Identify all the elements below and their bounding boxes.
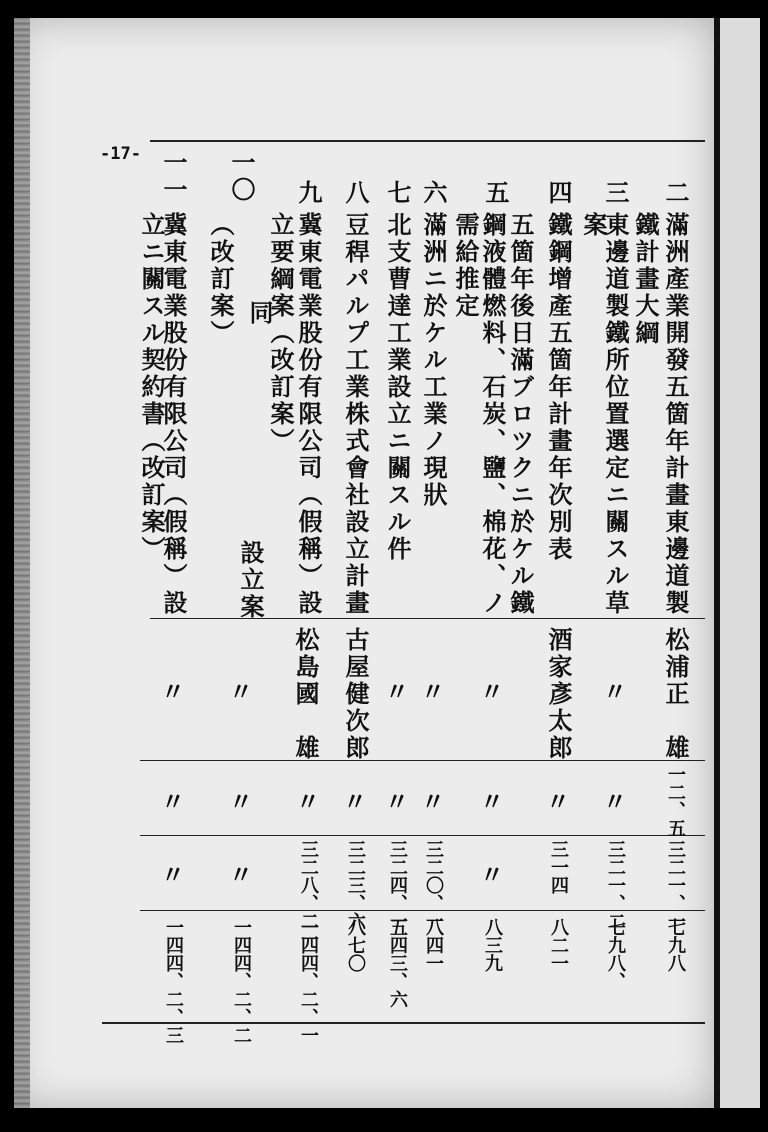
entry-page-3: 五四三、六 — [387, 918, 408, 1008]
entry-page-3: 八二一 — [548, 918, 569, 972]
entry-title: 五箇年後日滿ブロツクニ於ケル鐵 — [506, 212, 535, 617]
entry-page-3: 一四四、二、三 — [163, 918, 184, 1044]
entry-number: 四 — [544, 180, 573, 207]
entry-title-cont: 案 — [579, 212, 608, 239]
entry-title: 北支曹達工業設立ニ關スル件 — [383, 212, 412, 563]
entry-number: 一一 — [159, 150, 188, 204]
ditto-page-1: 〃 — [546, 787, 570, 816]
ditto-author: 〃 — [480, 677, 504, 706]
entry-page-2: 三二四、一 — [387, 840, 408, 930]
entry-page-1: 一二、五 — [665, 765, 686, 837]
entry-author: 古屋健次郎 — [341, 627, 370, 762]
ditto-author: 〃 — [603, 677, 627, 706]
entry-page-3: 七九八 — [665, 918, 686, 972]
next-page-edge — [714, 18, 760, 1108]
entry-page-2: 三二一、一 — [665, 840, 686, 930]
rule-p1 — [140, 760, 705, 761]
entry-number: 二 — [661, 180, 690, 207]
entry-title: 東邊道製鐵所位置選定ニ關スル草 — [601, 212, 630, 617]
ditto-page-1: 〃 — [343, 787, 367, 816]
entry-page-2: 三一四 — [548, 840, 569, 894]
entry-title: 冀東電業股份有限公司（假稱）設 — [294, 212, 323, 617]
ditto-author: 〃 — [161, 677, 185, 706]
entry-page-3: 八四一 — [423, 918, 444, 972]
ditto-page-1: 〃 — [229, 787, 253, 816]
ditto-page-1: 〃 — [385, 787, 409, 816]
entry-number: 六 — [419, 180, 448, 207]
ditto-author: 〃 — [421, 677, 445, 706]
ditto-author: 〃 — [229, 677, 253, 706]
entry-title: 滿洲產業開發五箇年計畫東邊道製 — [661, 212, 690, 617]
ditto-page-1: 〃 — [480, 787, 504, 816]
entry-page-2: 三二一、二 — [605, 840, 626, 930]
entry-title-cont: 需給推定 — [451, 212, 480, 320]
entry-title-tail: 設立案 — [236, 540, 265, 621]
entry-page-3: 七九八、 — [605, 918, 626, 990]
entry-title: 同 — [245, 300, 274, 327]
rule-p2 — [140, 835, 705, 836]
ditto-page-2: 〃 — [480, 860, 504, 889]
ditto-page-1: 〃 — [161, 787, 185, 816]
ditto-page-1: 〃 — [296, 787, 320, 816]
entry-page-2: 三二八、二一 — [298, 840, 319, 948]
rule-author — [150, 618, 705, 619]
entry-title-cont: 鋼液體燃料、石炭、鹽、棉花、ノ — [478, 212, 507, 617]
bottom-rule — [102, 1022, 705, 1024]
entry-number: 七 — [383, 180, 412, 207]
entry-number: 九 — [294, 180, 323, 207]
entry-title-cont: 鐵計畫大綱 — [631, 212, 660, 347]
entry-author: 酒家彥太郎 — [544, 627, 573, 762]
page-number: -17- — [100, 144, 141, 164]
book-binding — [14, 18, 30, 1108]
entry-page-3: 一四四、二、二 — [231, 918, 252, 1044]
top-rule — [150, 140, 705, 142]
ditto-page-2: 〃 — [161, 860, 185, 889]
entry-title: 豆稈パルプ工業株式會社設立計畫 — [341, 212, 370, 617]
entry-author: 松浦正 雄 — [661, 627, 690, 762]
entry-author: 松島國 雄 — [291, 627, 320, 762]
entry-page-3: 八三九 — [482, 918, 503, 972]
ditto-page-2: 〃 — [229, 860, 253, 889]
entry-title-cont: （改訂案） — [206, 212, 235, 347]
entry-title: 冀東電業股份有限公司（假稱）設 — [159, 212, 188, 617]
entry-page-3: 八七〇 — [345, 918, 366, 972]
entry-title-cont: 立ニ關スル契約書（改訂案） — [137, 212, 166, 563]
entry-number: 八 — [341, 180, 370, 207]
entry-title: 滿洲ニ於ケル工業ノ現狀 — [419, 212, 448, 509]
entry-page-2: 三二三、六 — [345, 840, 366, 930]
ditto-page-1: 〃 — [421, 787, 445, 816]
entry-page-2: 三二〇、一 — [423, 840, 444, 930]
ditto-author: 〃 — [385, 677, 409, 706]
ditto-page-1: 〃 — [603, 787, 627, 816]
entry-number: 五 — [481, 180, 510, 207]
entry-title-cont: 立要綱案（改訂案） — [266, 212, 295, 455]
entry-title: 鐵鋼增產五箇年計畫年次別表 — [544, 212, 573, 563]
entry-page-3: 一四四、二、一 — [298, 918, 319, 1044]
entry-number: 三 — [601, 180, 630, 207]
entry-number: 一〇 — [227, 150, 256, 204]
